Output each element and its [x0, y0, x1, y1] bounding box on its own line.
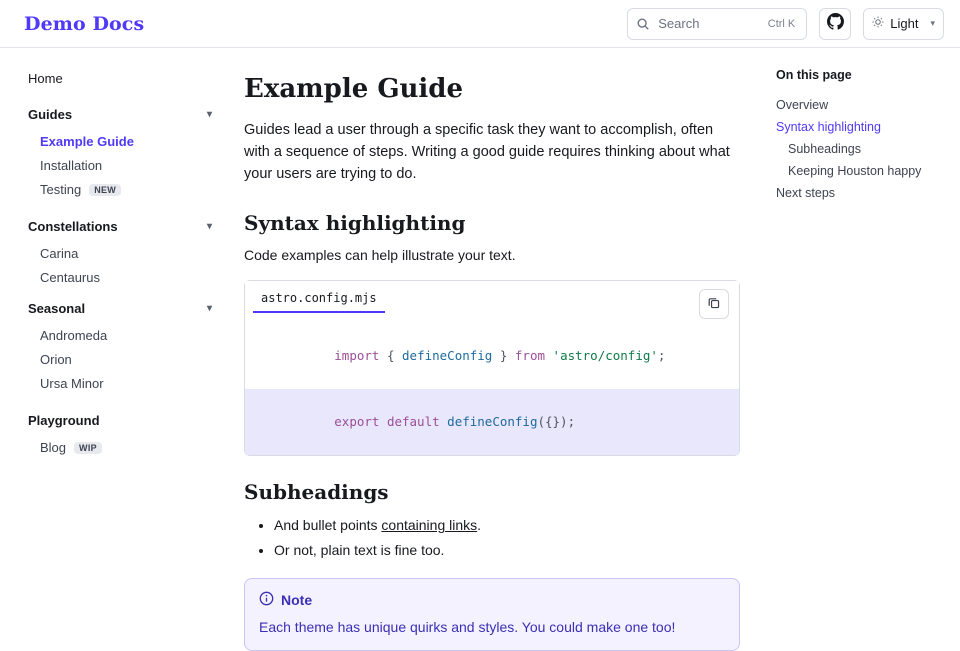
- page-title: Example Guide: [244, 74, 464, 104]
- code-token: defineConfig: [402, 348, 493, 364]
- status-badge: WIP: [74, 442, 102, 454]
- syntax-intro-paragraph: Code examples can help illustrate your text.: [244, 247, 516, 264]
- sidebar-item-label: Installation: [40, 158, 103, 173]
- sidebar-group-label: Playground: [28, 413, 100, 428]
- code-token: from: [514, 348, 553, 364]
- sidebar-item-blog[interactable]: [28, 436, 212, 459]
- note-title: Note: [281, 592, 313, 609]
- list-item-text: .: [477, 517, 482, 534]
- code-body: [245, 313, 739, 455]
- sidebar-group-constellations: [28, 215, 212, 289]
- copy-icon: [707, 296, 721, 313]
- sidebar-group-header-constellations[interactable]: [28, 215, 212, 238]
- list-item: [274, 514, 740, 537]
- sidebar-item-home[interactable]: Home: [28, 71, 63, 86]
- bullet-list: [244, 514, 740, 562]
- search-icon: [636, 17, 650, 31]
- header-actions: [627, 8, 944, 40]
- sidebar-item-label: Orion: [40, 352, 72, 367]
- sidebar-item-example-guide[interactable]: [28, 130, 212, 153]
- github-link[interactable]: [819, 8, 851, 40]
- sidebar-item-label: Centaurus: [40, 270, 100, 285]
- sidebar-item-ursa-minor[interactable]: [28, 372, 212, 395]
- sun-icon: [872, 16, 884, 31]
- chevron-down-icon: ▾: [206, 303, 212, 314]
- code-token: default: [386, 414, 448, 430]
- site-header: [0, 0, 960, 48]
- theme-label: Light: [890, 16, 919, 31]
- chevron-down-icon: ▾: [206, 109, 212, 120]
- list-item-text: And bullet points: [274, 517, 382, 534]
- chevron-down-icon: ▾: [206, 221, 212, 232]
- sidebar-item-label: Example Guide: [40, 134, 134, 149]
- code-block: [244, 280, 740, 456]
- sidebar-item-orion[interactable]: [28, 348, 212, 371]
- sidebar-item-carina[interactable]: [28, 242, 212, 265]
- sidebar: [0, 48, 228, 540]
- sidebar-group-label: Constellations: [28, 219, 118, 234]
- copy-button[interactable]: [699, 289, 729, 319]
- code-token: ;: [657, 348, 666, 364]
- code-token: import: [334, 348, 387, 364]
- sidebar-group-header-seasonal[interactable]: [28, 297, 212, 320]
- toc-item-overview[interactable]: Overview: [776, 98, 829, 112]
- code-token: 'astro/config': [552, 348, 658, 364]
- sidebar-group-label: Guides: [28, 107, 73, 122]
- toc-item-syntax-highlighting[interactable]: Syntax highlighting: [776, 120, 881, 134]
- note-header: [259, 591, 725, 609]
- sidebar-group-playground: [28, 409, 212, 459]
- sidebar-item-centaurus[interactable]: [28, 266, 212, 289]
- sidebar-item-label: Blog: [40, 440, 67, 455]
- table-of-contents: [764, 48, 960, 540]
- note-body: Each theme has unique quirks and styles. You could make one too!: [259, 619, 676, 636]
- search-placeholder: Search: [658, 16, 700, 31]
- sidebar-group-label: Seasonal: [28, 301, 86, 316]
- search-input[interactable]: [627, 8, 807, 40]
- code-token: }: [492, 348, 515, 364]
- toc-item-keeping-houston-happy[interactable]: Keeping Houston happy: [788, 164, 922, 178]
- github-icon: [827, 13, 844, 35]
- toc-title: On this page: [776, 68, 852, 82]
- sidebar-group-seasonal: [28, 297, 212, 395]
- sidebar-item-label: Ursa Minor: [40, 376, 104, 391]
- code-token: defineConfig: [447, 414, 538, 430]
- theme-select[interactable]: [863, 8, 944, 40]
- code-token: ({});: [537, 414, 576, 430]
- list-item-text: Or not, plain text is fine too.: [274, 542, 445, 559]
- sidebar-group-header-playground[interactable]: [28, 409, 212, 432]
- info-icon: [259, 591, 274, 609]
- section-heading-subheadings: Subheadings: [244, 480, 389, 505]
- code-token: {: [386, 348, 403, 364]
- page-layout: [0, 48, 960, 636]
- sidebar-item-label: Carina: [40, 246, 79, 261]
- section-heading-syntax-highlighting: Syntax highlighting: [244, 211, 466, 236]
- sidebar-item-label: Testing: [40, 182, 82, 197]
- search-shortcut: Ctrl K: [767, 17, 796, 30]
- main-content: [228, 48, 764, 636]
- inline-link[interactable]: containing links: [381, 517, 478, 534]
- note-callout: [244, 578, 740, 651]
- code-line: [245, 323, 739, 389]
- sidebar-item-installation[interactable]: [28, 154, 212, 177]
- site-title-link[interactable]: Demo Docs: [24, 12, 145, 35]
- list-item: [274, 539, 740, 562]
- toc-item-next-steps[interactable]: Next steps: [776, 186, 836, 200]
- code-filename-tab[interactable]: astro.config.mjs: [253, 286, 385, 313]
- code-tab-bar: [245, 281, 739, 313]
- intro-paragraph: Guides lead a user through a specific task they want to accomplish, often with a sequence of steps. Writing a good guide requires thinking about what your users are trying to do.: [244, 122, 730, 182]
- sidebar-item-testing[interactable]: [28, 178, 212, 201]
- chevron-down-icon: ▾: [930, 18, 935, 28]
- sidebar-group-guides: [28, 103, 212, 201]
- sidebar-group-header-guides[interactable]: [28, 103, 212, 126]
- status-badge: NEW: [89, 184, 121, 196]
- sidebar-item-andromeda[interactable]: [28, 324, 212, 347]
- sidebar-item-label: Andromeda: [40, 328, 108, 343]
- code-line-highlighted: [245, 389, 739, 455]
- code-token: export: [334, 414, 387, 430]
- toc-item-subheadings[interactable]: Subheadings: [788, 142, 861, 156]
